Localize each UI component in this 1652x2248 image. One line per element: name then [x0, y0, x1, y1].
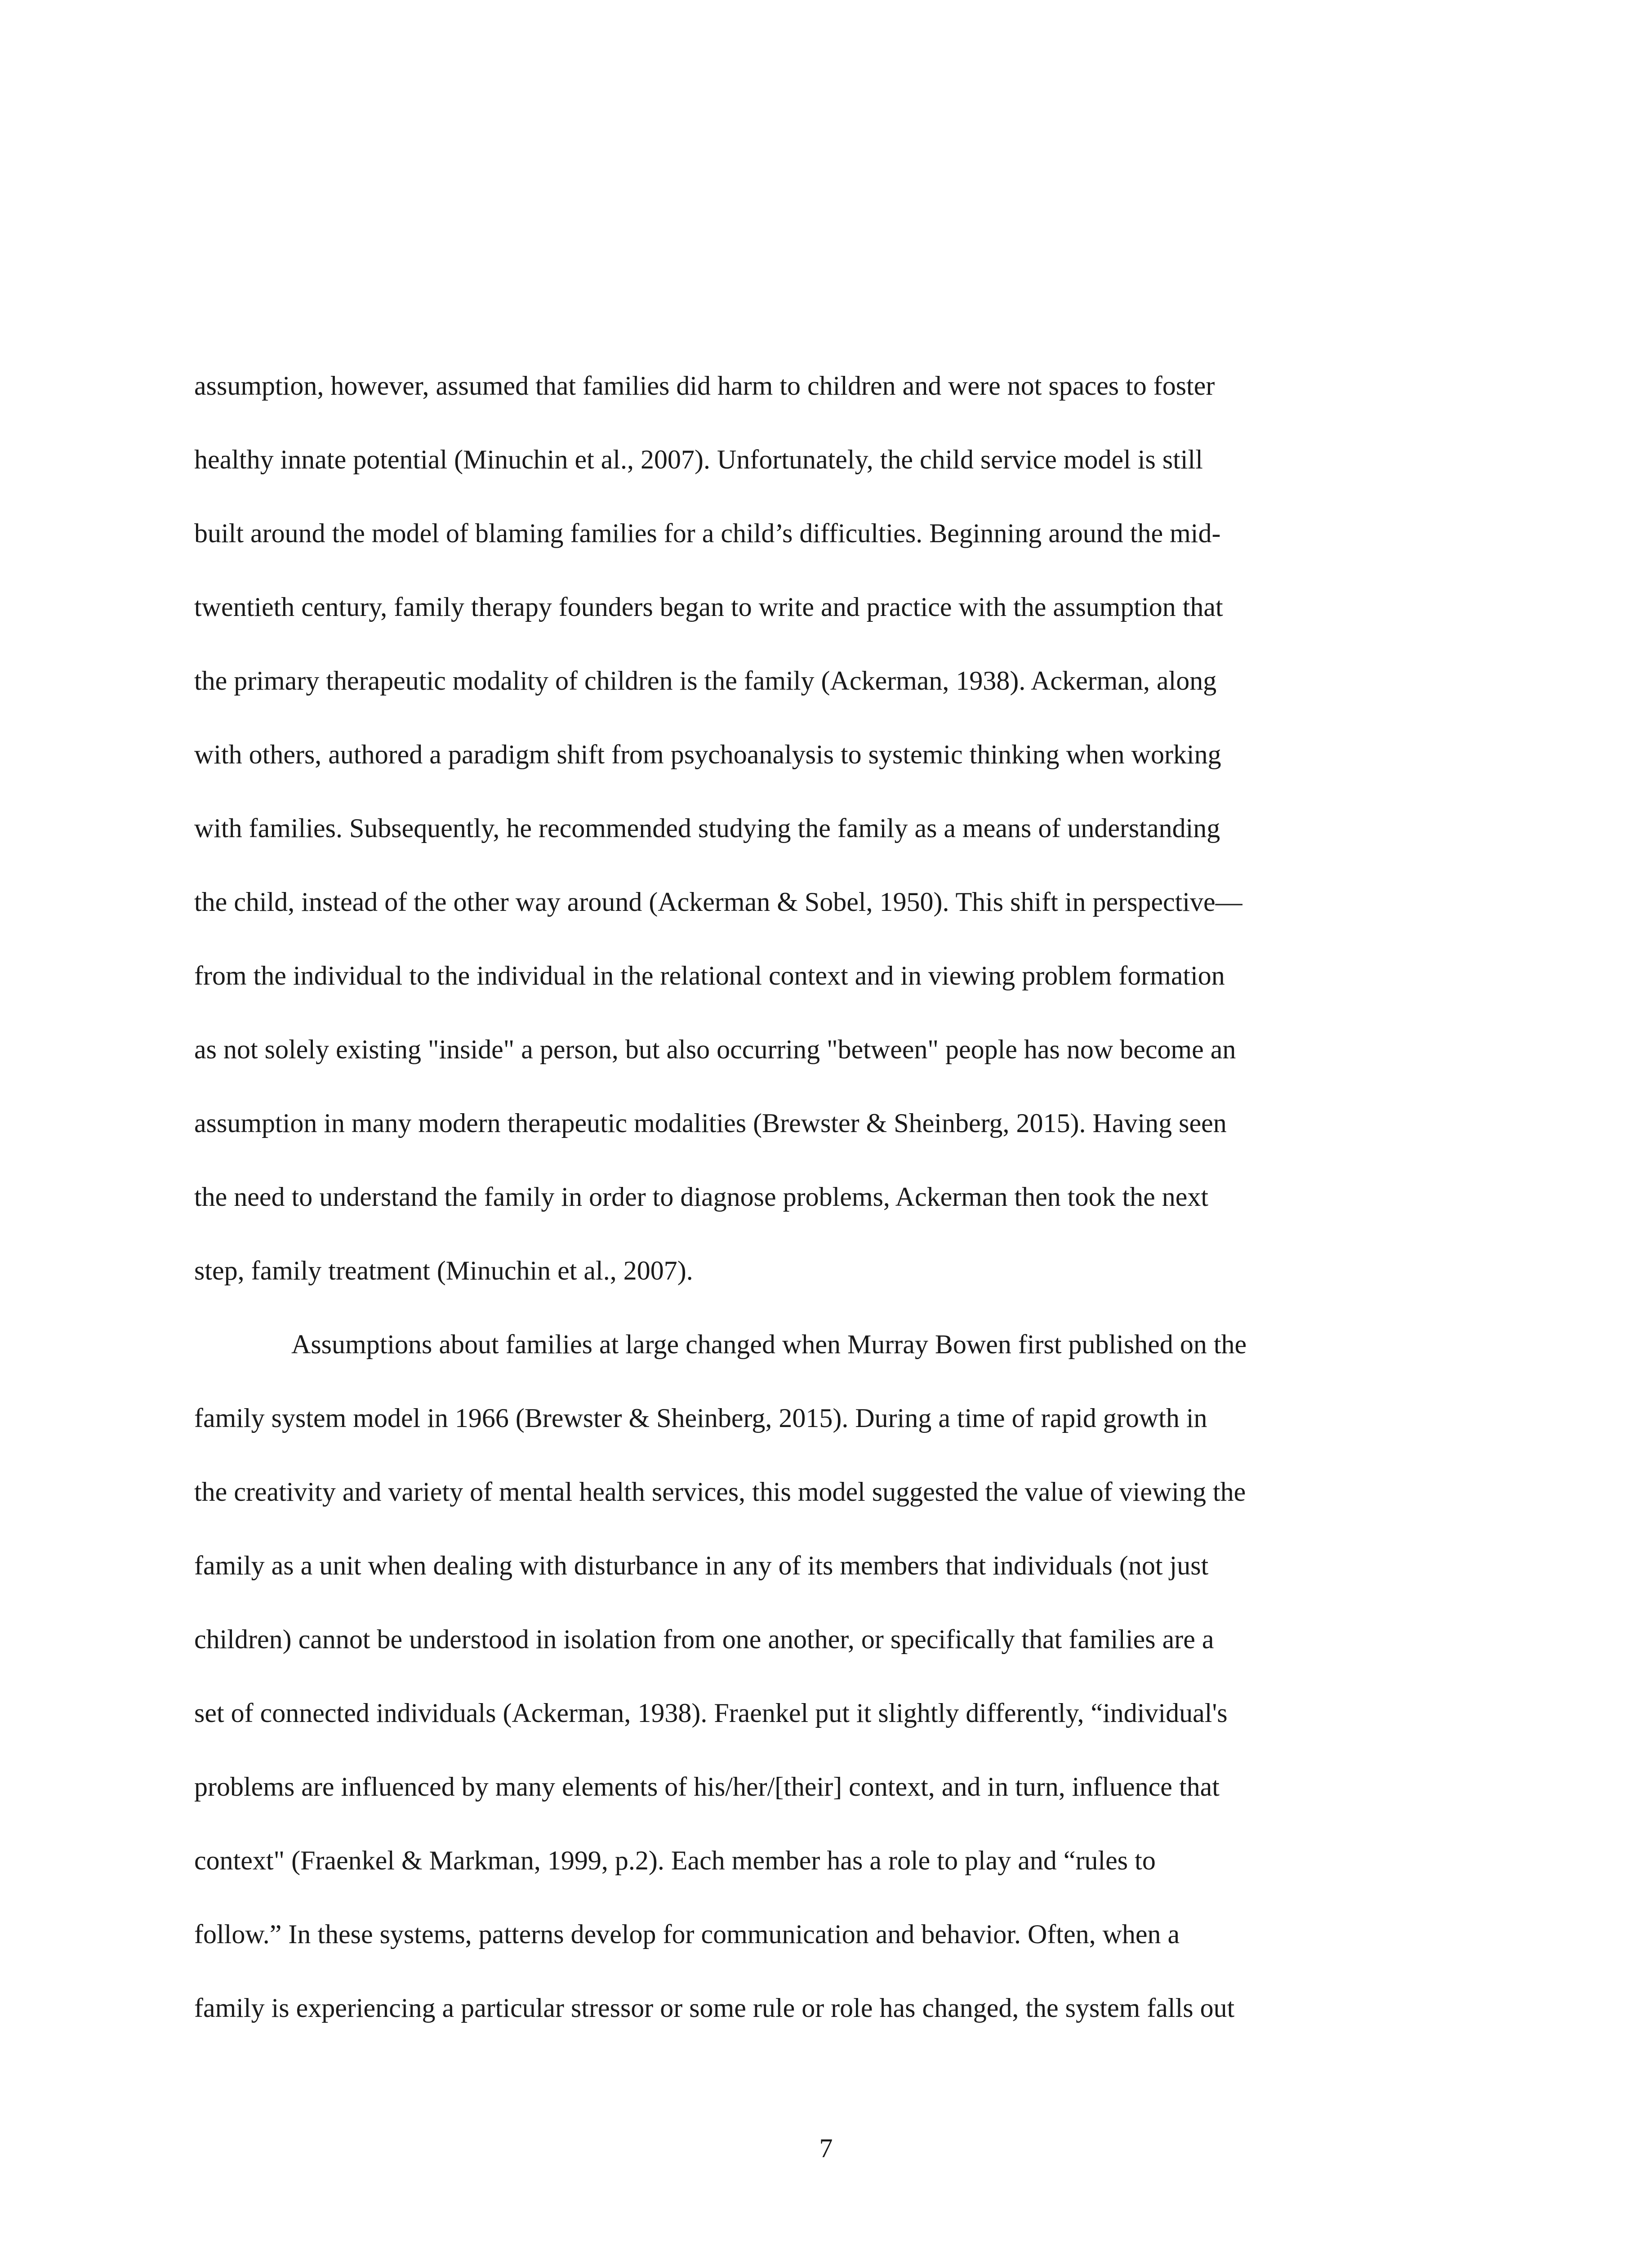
text-line: twentieth century, family therapy founders began to write and practice with the assumption that [194, 592, 1223, 622]
text-line: healthy innate potential (Minuchin et al., 2007). Unfortunately, the child service model is still [194, 445, 1203, 474]
text-line: assumption, however, assumed that families did harm to children and were not spaces to foster [194, 371, 1215, 401]
text-line: the need to understand the family in order to diagnose problems, Ackerman then took the next [194, 1182, 1209, 1212]
text-line: context" (Fraenkel & Markman, 1999, p.2). Each member has a role to play and “rules to [194, 1846, 1156, 1875]
text-line: family as a unit when dealing with disturbance in any of its members that individuals (not just [194, 1551, 1209, 1580]
text-line: the creativity and variety of mental health services, this model suggested the value of viewing the [194, 1477, 1246, 1507]
text-line: set of connected individuals (Ackerman, 1938). Fraenkel put it slightly differently, “individual's [194, 1698, 1228, 1728]
text-line: as not solely existing "inside" a person, but also occurring "between" people has now become an [194, 1035, 1236, 1064]
text-line: from the individual to the individual in the relational context and in viewing problem formation [194, 961, 1225, 990]
text-line: with others, authored a paradigm shift from psychoanalysis to systemic thinking when working [194, 740, 1221, 769]
text-line: the child, instead of the other way around (Ackerman & Sobel, 1950). This shift in perspective— [194, 887, 1242, 917]
text-line: children) cannot be understood in isolation from one another, or specifically that families are a [194, 1624, 1214, 1654]
text-line-paragraph-start: Assumptions about families at large changed when Murray Bowen first published on the [291, 1329, 1247, 1359]
text-line: built around the model of blaming families for a child’s difficulties. Beginning around the mid- [194, 518, 1221, 548]
text-line: problems are influenced by many elements of his/her/[their] context, and in turn, influence that [194, 1772, 1220, 1802]
page-number: 7 [819, 2133, 833, 2163]
text-line: follow.” In these systems, patterns develop for communication and behavior. Often, when a [194, 1919, 1180, 1949]
text-line: assumption in many modern therapeutic modalities (Brewster & Sheinberg, 2015). Having seen [194, 1108, 1227, 1138]
text-line: with families. Subsequently, he recommended studying the family as a means of understanding [194, 813, 1220, 843]
text-line: family is experiencing a particular stressor or some rule or role has changed, the system falls out [194, 1993, 1235, 2023]
text-line: the primary therapeutic modality of children is the family (Ackerman, 1938). Ackerman, along [194, 666, 1217, 696]
text-line: step, family treatment (Minuchin et al., 2007). [194, 1256, 693, 1285]
text-line: family system model in 1966 (Brewster & Sheinberg, 2015). During a time of rapid growth in [194, 1403, 1207, 1433]
